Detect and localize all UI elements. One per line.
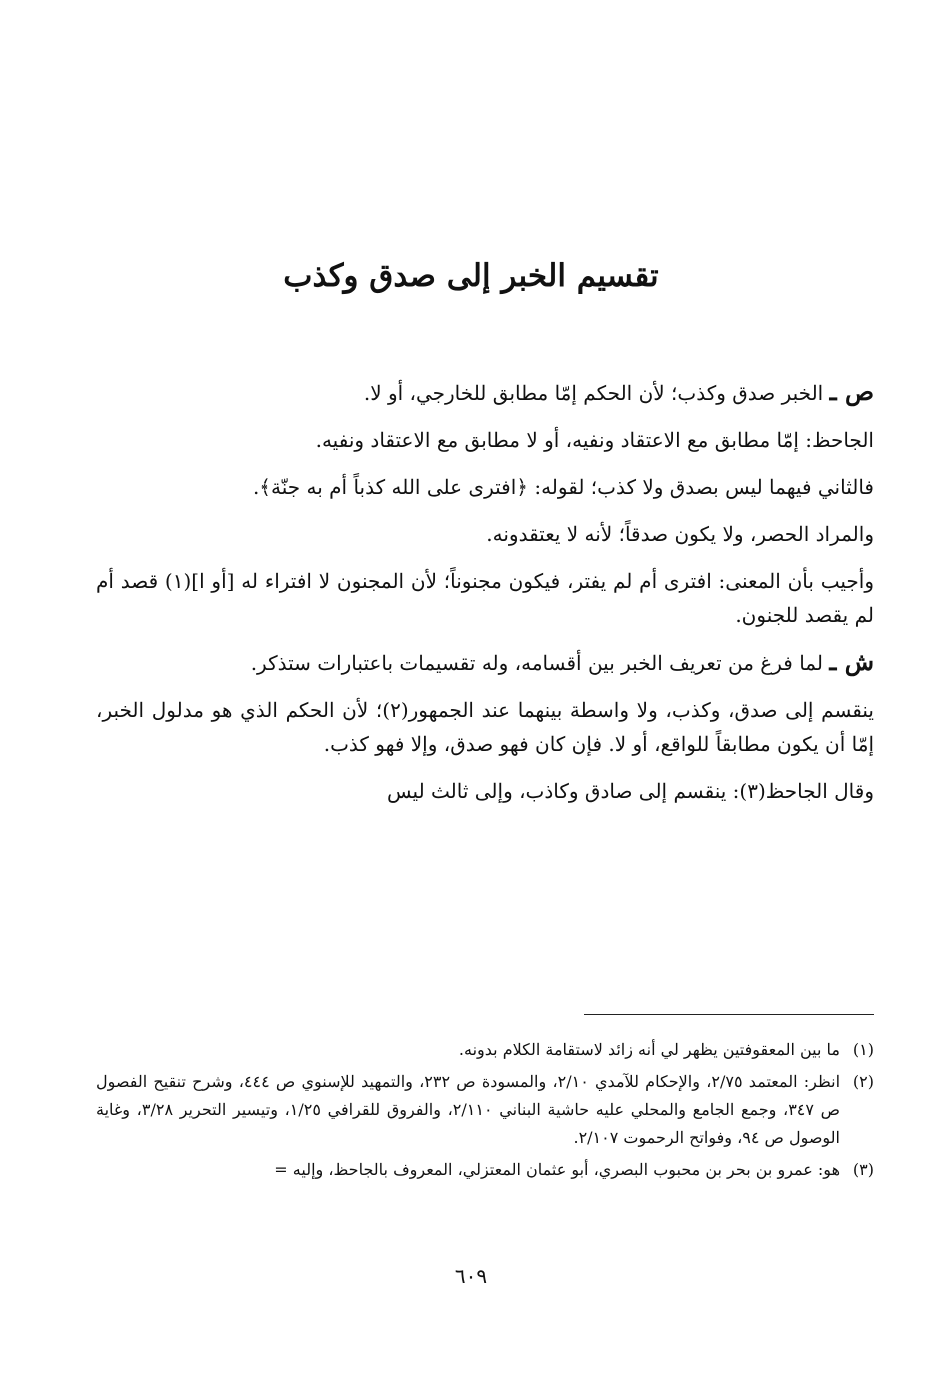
paragraph <box>96 470 874 504</box>
paragraph-lead: ش ـ <box>829 647 874 676</box>
footnote <box>96 1068 874 1152</box>
paragraph-text: الخبر صدق وكذب؛ لأن الحكم إمّا مطابق للخارجي، أو لا. <box>363 381 824 405</box>
paragraph <box>96 774 874 808</box>
paragraph <box>96 645 874 680</box>
paragraph <box>96 564 874 632</box>
footnote-divider <box>584 1014 874 1015</box>
paragraph-text: الجاحظ: إمّا مطابق مع الاعتقاد ونفيه، أو لا مطابق مع الاعتقاد ونفيه. <box>315 428 874 452</box>
paragraph <box>96 423 874 457</box>
paragraph-text: والمراد الحصر، ولا يكون صدقاً؛ لأنه لا يعتقدونه. <box>486 522 874 546</box>
footnote-number: (٢) <box>852 1072 874 1091</box>
paragraph-text: وأجيب بأن المعنى: افترى أم لم يفتر، فيكون مجنوناً؛ لأن المجنون لا افتراء له [أو ا](١) قصد أم لم يقصد للجنون. <box>96 569 875 627</box>
paragraph-lead: ص ـ <box>829 377 874 406</box>
footnote-text: هو: عمرو بن بحر بن محبوب البصري، أبو عثمان المعتزلي، المعروف بالجاحظ، وإليه = <box>274 1160 840 1179</box>
paragraph-text: لما فرغ من تعريف الخبر بين أقسامه، وله تقسيمات باعتبارات ستذكر. <box>250 651 823 675</box>
footnote-number: (١) <box>852 1040 874 1059</box>
footnote-number: (٣) <box>852 1160 874 1179</box>
page-title: تقسيم الخبر إلى صدق وكذب <box>283 258 659 294</box>
paragraph <box>96 375 874 410</box>
paragraph-text: وقال الجاحظ(٣): ينقسم إلى صادق وكاذب، وإلى ثالث ليس <box>387 779 874 803</box>
paragraph <box>96 517 874 551</box>
footnote <box>96 1156 874 1184</box>
footnotes <box>96 1036 874 1188</box>
main-text <box>96 375 874 821</box>
paragraph-text: ينقسم إلى صدق، وكذب، ولا واسطة بينهما عند الجمهور(٢)؛ لأن الحكم الذي هو مدلول الخبر، إمّا أن يكون مطابقاً للواقع، أو لا. فإن كان فهو صدق، وإلا فهو كذب. <box>96 698 875 756</box>
paragraph-text: فالثاني فيهما ليس بصدق ولا كذب؛ لقوله: ﴿افترى على الله كذباً أم به جنّة﴾. <box>252 475 874 499</box>
footnote <box>96 1036 874 1064</box>
footnote-text: ما بين المعقوفتين يظهر لي أنه زائد لاستقامة الكلام بدونه. <box>458 1040 840 1059</box>
footnote-text: انظر: المعتمد ٢/٧٥، والإحكام للآمدي ٢/١٠، والمسودة ص ٢٣٢، والتمهيد للإسنوي ص ٤٤٤، وشرح تنقيح الفصول ص ٣٤٧، وجمع الجامع والمحلي عليه حاشية البناني ٢/١١٠، والفروق للقرافي ١/٢٥، وتيسير التحرير ٣/٢٨، وغاية الوصول ص ٩٤، وفواتح الرحموت ٢/١٠٧. <box>96 1072 841 1147</box>
paragraph <box>96 693 874 761</box>
page-number: ٦٠٩ <box>454 1264 488 1288</box>
